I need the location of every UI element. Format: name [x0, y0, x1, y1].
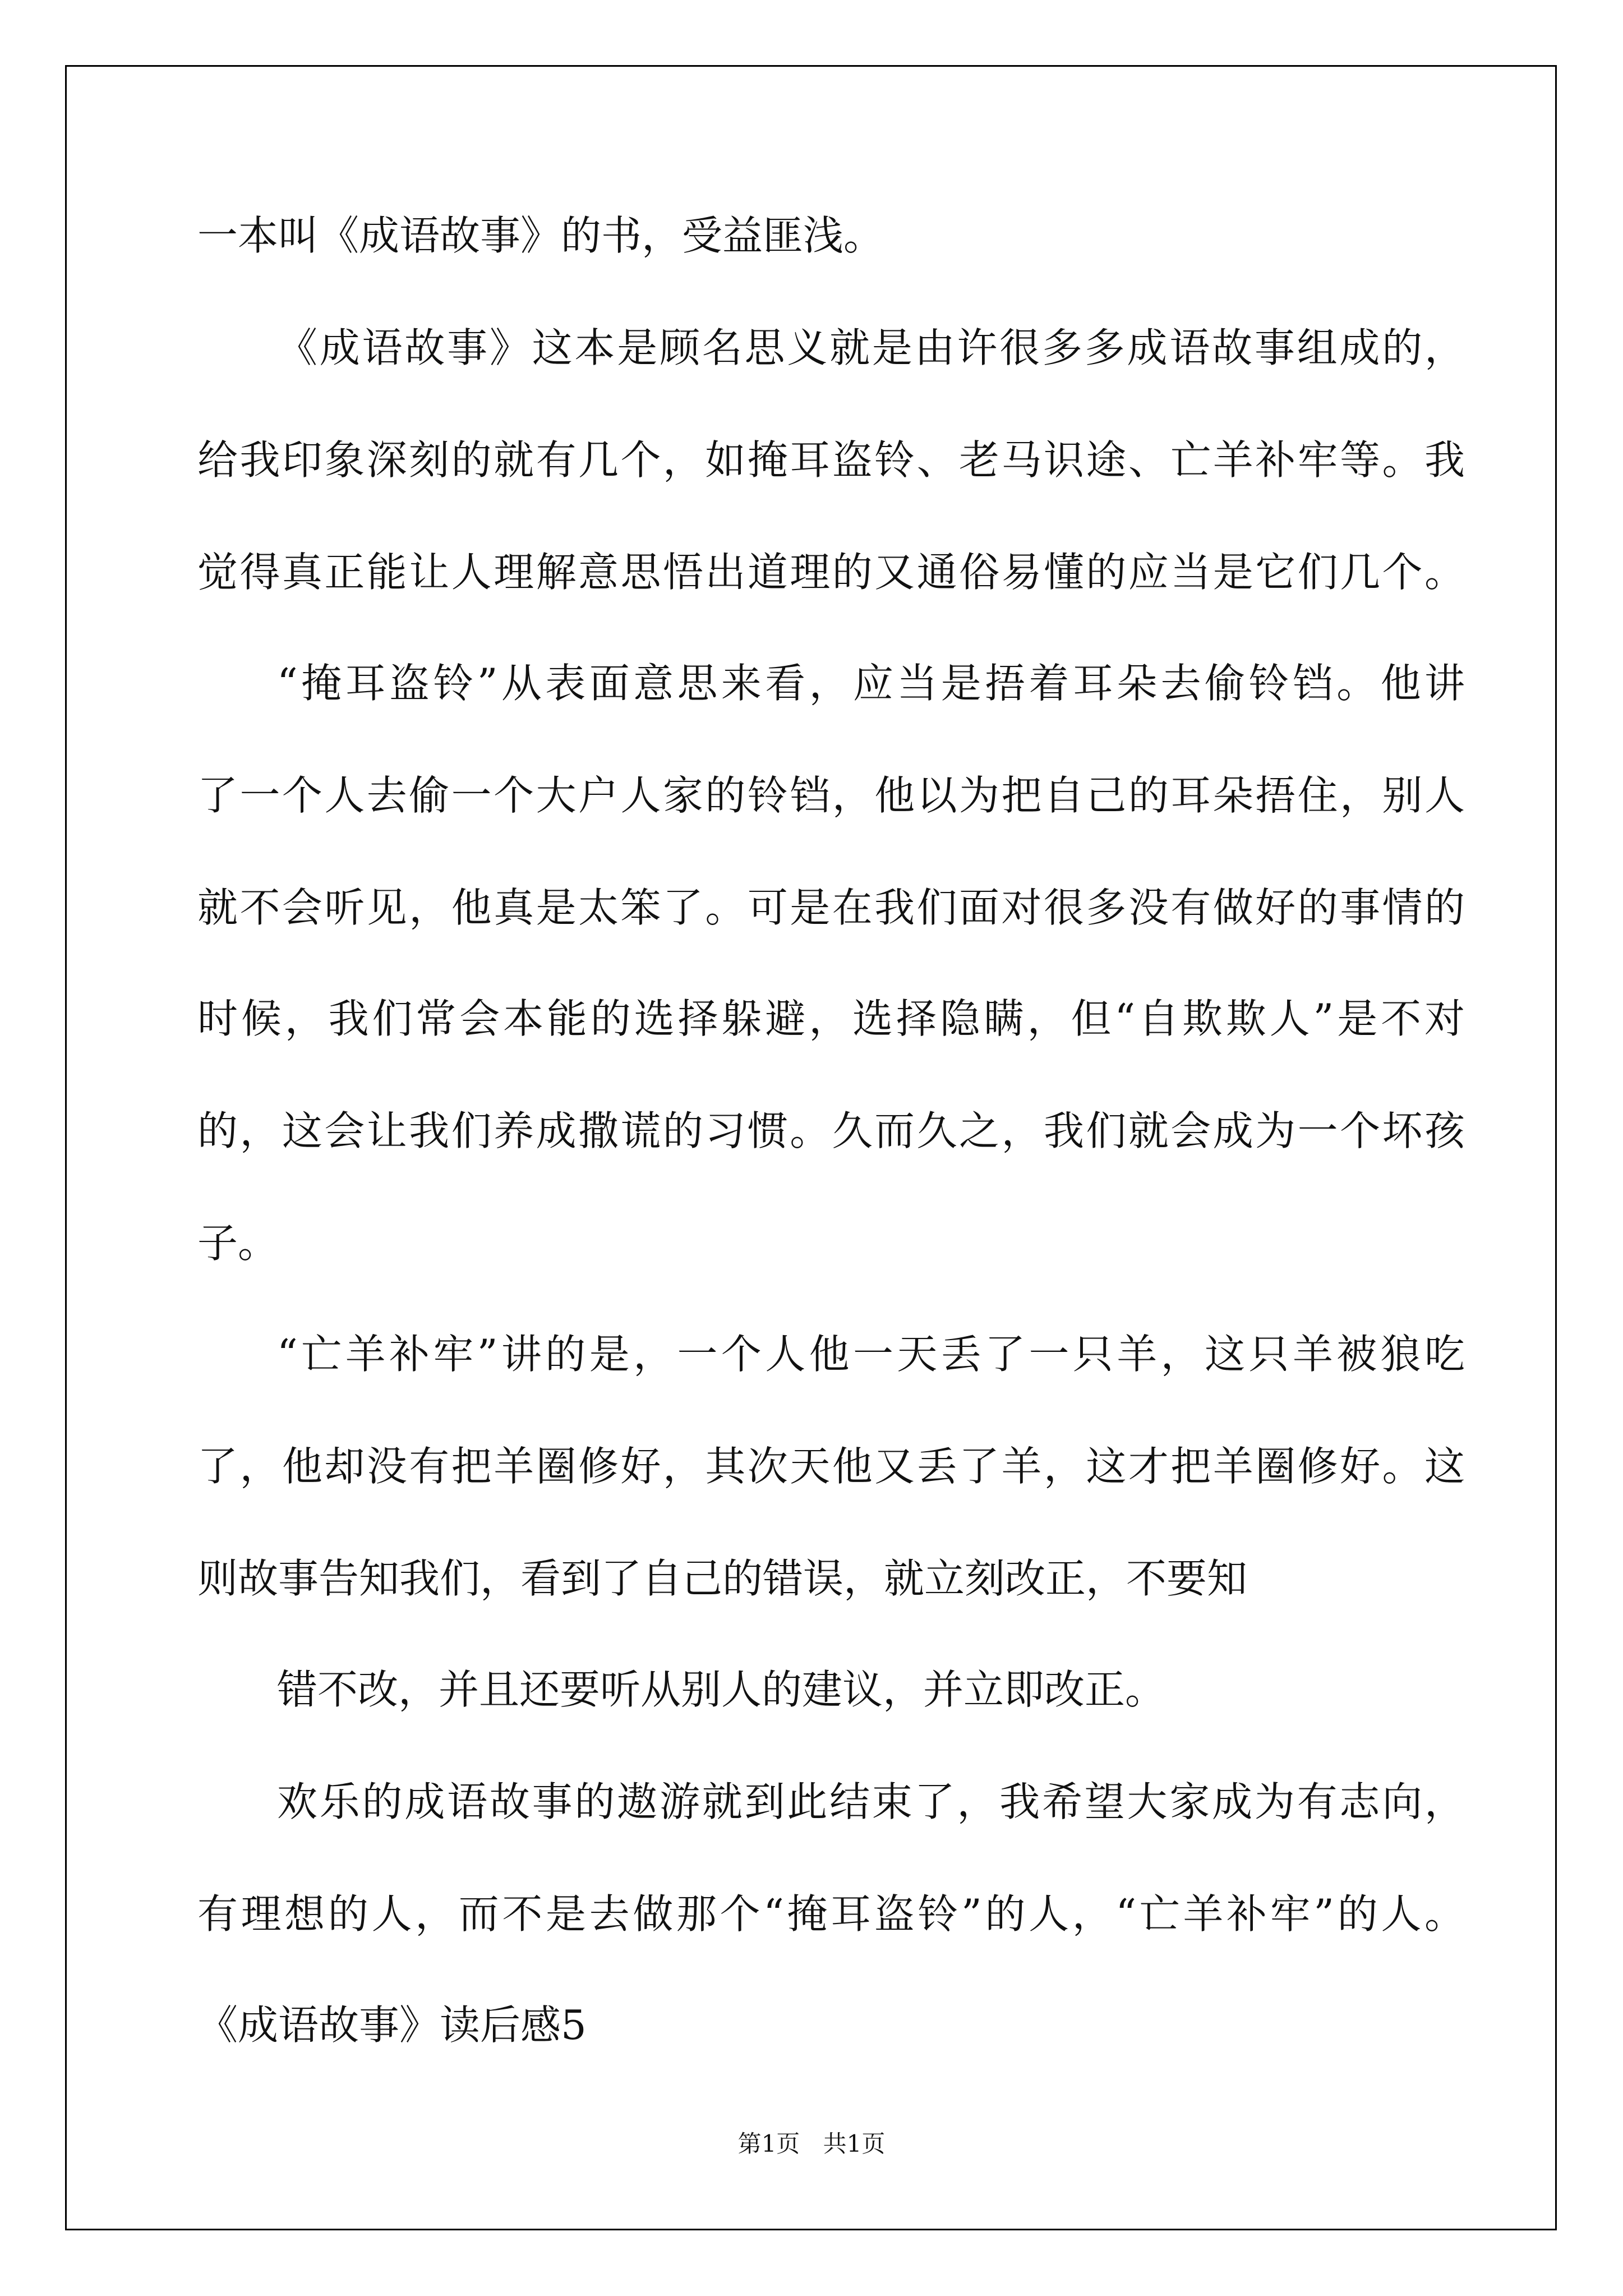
text-line-16: 有理想的人，而不是去做那个“掩耳盗铃”的人，“亡羊补牢”的人。: [197, 1890, 1465, 1938]
page-number: 第1页: [737, 2130, 800, 2157]
text-line-2: 《成语故事》这本是顾名思义就是由许很多多成语故事组成的，: [277, 324, 1465, 371]
text-line-13: 则故事告知我们，看到了自己的错误，就立刻改正，不要知: [197, 1555, 1248, 1602]
text-line-6: 了一个人去偷一个大户人家的铃铛，他以为把自己的耳朵捂住，别人: [197, 772, 1465, 819]
text-line-15: 欢乐的成语故事的遨游就到此结束了，我希望大家成为有志向，: [277, 1778, 1465, 1825]
text-line-12: 了，他却没有把羊圈修好，其次天他又丢了羊，这才把羊圈修好。这: [197, 1443, 1465, 1490]
text-line-11: “亡羊补牢”讲的是，一个人他一天丢了一只羊，这只羊被狼吃: [277, 1331, 1465, 1378]
page-total: 共1页: [823, 2130, 886, 2157]
text-line-7: 就不会听见，他真是太笨了。可是在我们面对很多没有做好的事情的: [197, 884, 1465, 931]
text-line-10: 子。: [197, 1220, 279, 1267]
text-line-4: 觉得真正能让人理解意思悟出道理的又通俗易懂的应当是它们几个。: [197, 549, 1465, 596]
text-line-8: 时候，我们常会本能的选择躲避，选择隐瞒，但“自欺欺人”是不对: [197, 995, 1465, 1042]
page-footer: [0, 2127, 1623, 2161]
text-line-5: “掩耳盗铃”从表面意思来看，应当是捂着耳朵去偷铃铛。他讲: [277, 660, 1465, 707]
text-line-1: 一本叫《成语故事》的书，受益匪浅。: [197, 212, 884, 259]
text-line-9: 的，这会让我们养成撒谎的习惯。久而久之，我们就会成为一个坏孩: [197, 1107, 1465, 1154]
text-line-14: 错不改，并且还要听从别人的建议，并立即改正。: [277, 1666, 1166, 1713]
section-heading: 《成语故事》读后感5: [197, 2001, 587, 2049]
text-line-3: 给我印象深刻的就有几个，如掩耳盗铃、老马识途、亡羊补牢等。我: [197, 436, 1465, 484]
